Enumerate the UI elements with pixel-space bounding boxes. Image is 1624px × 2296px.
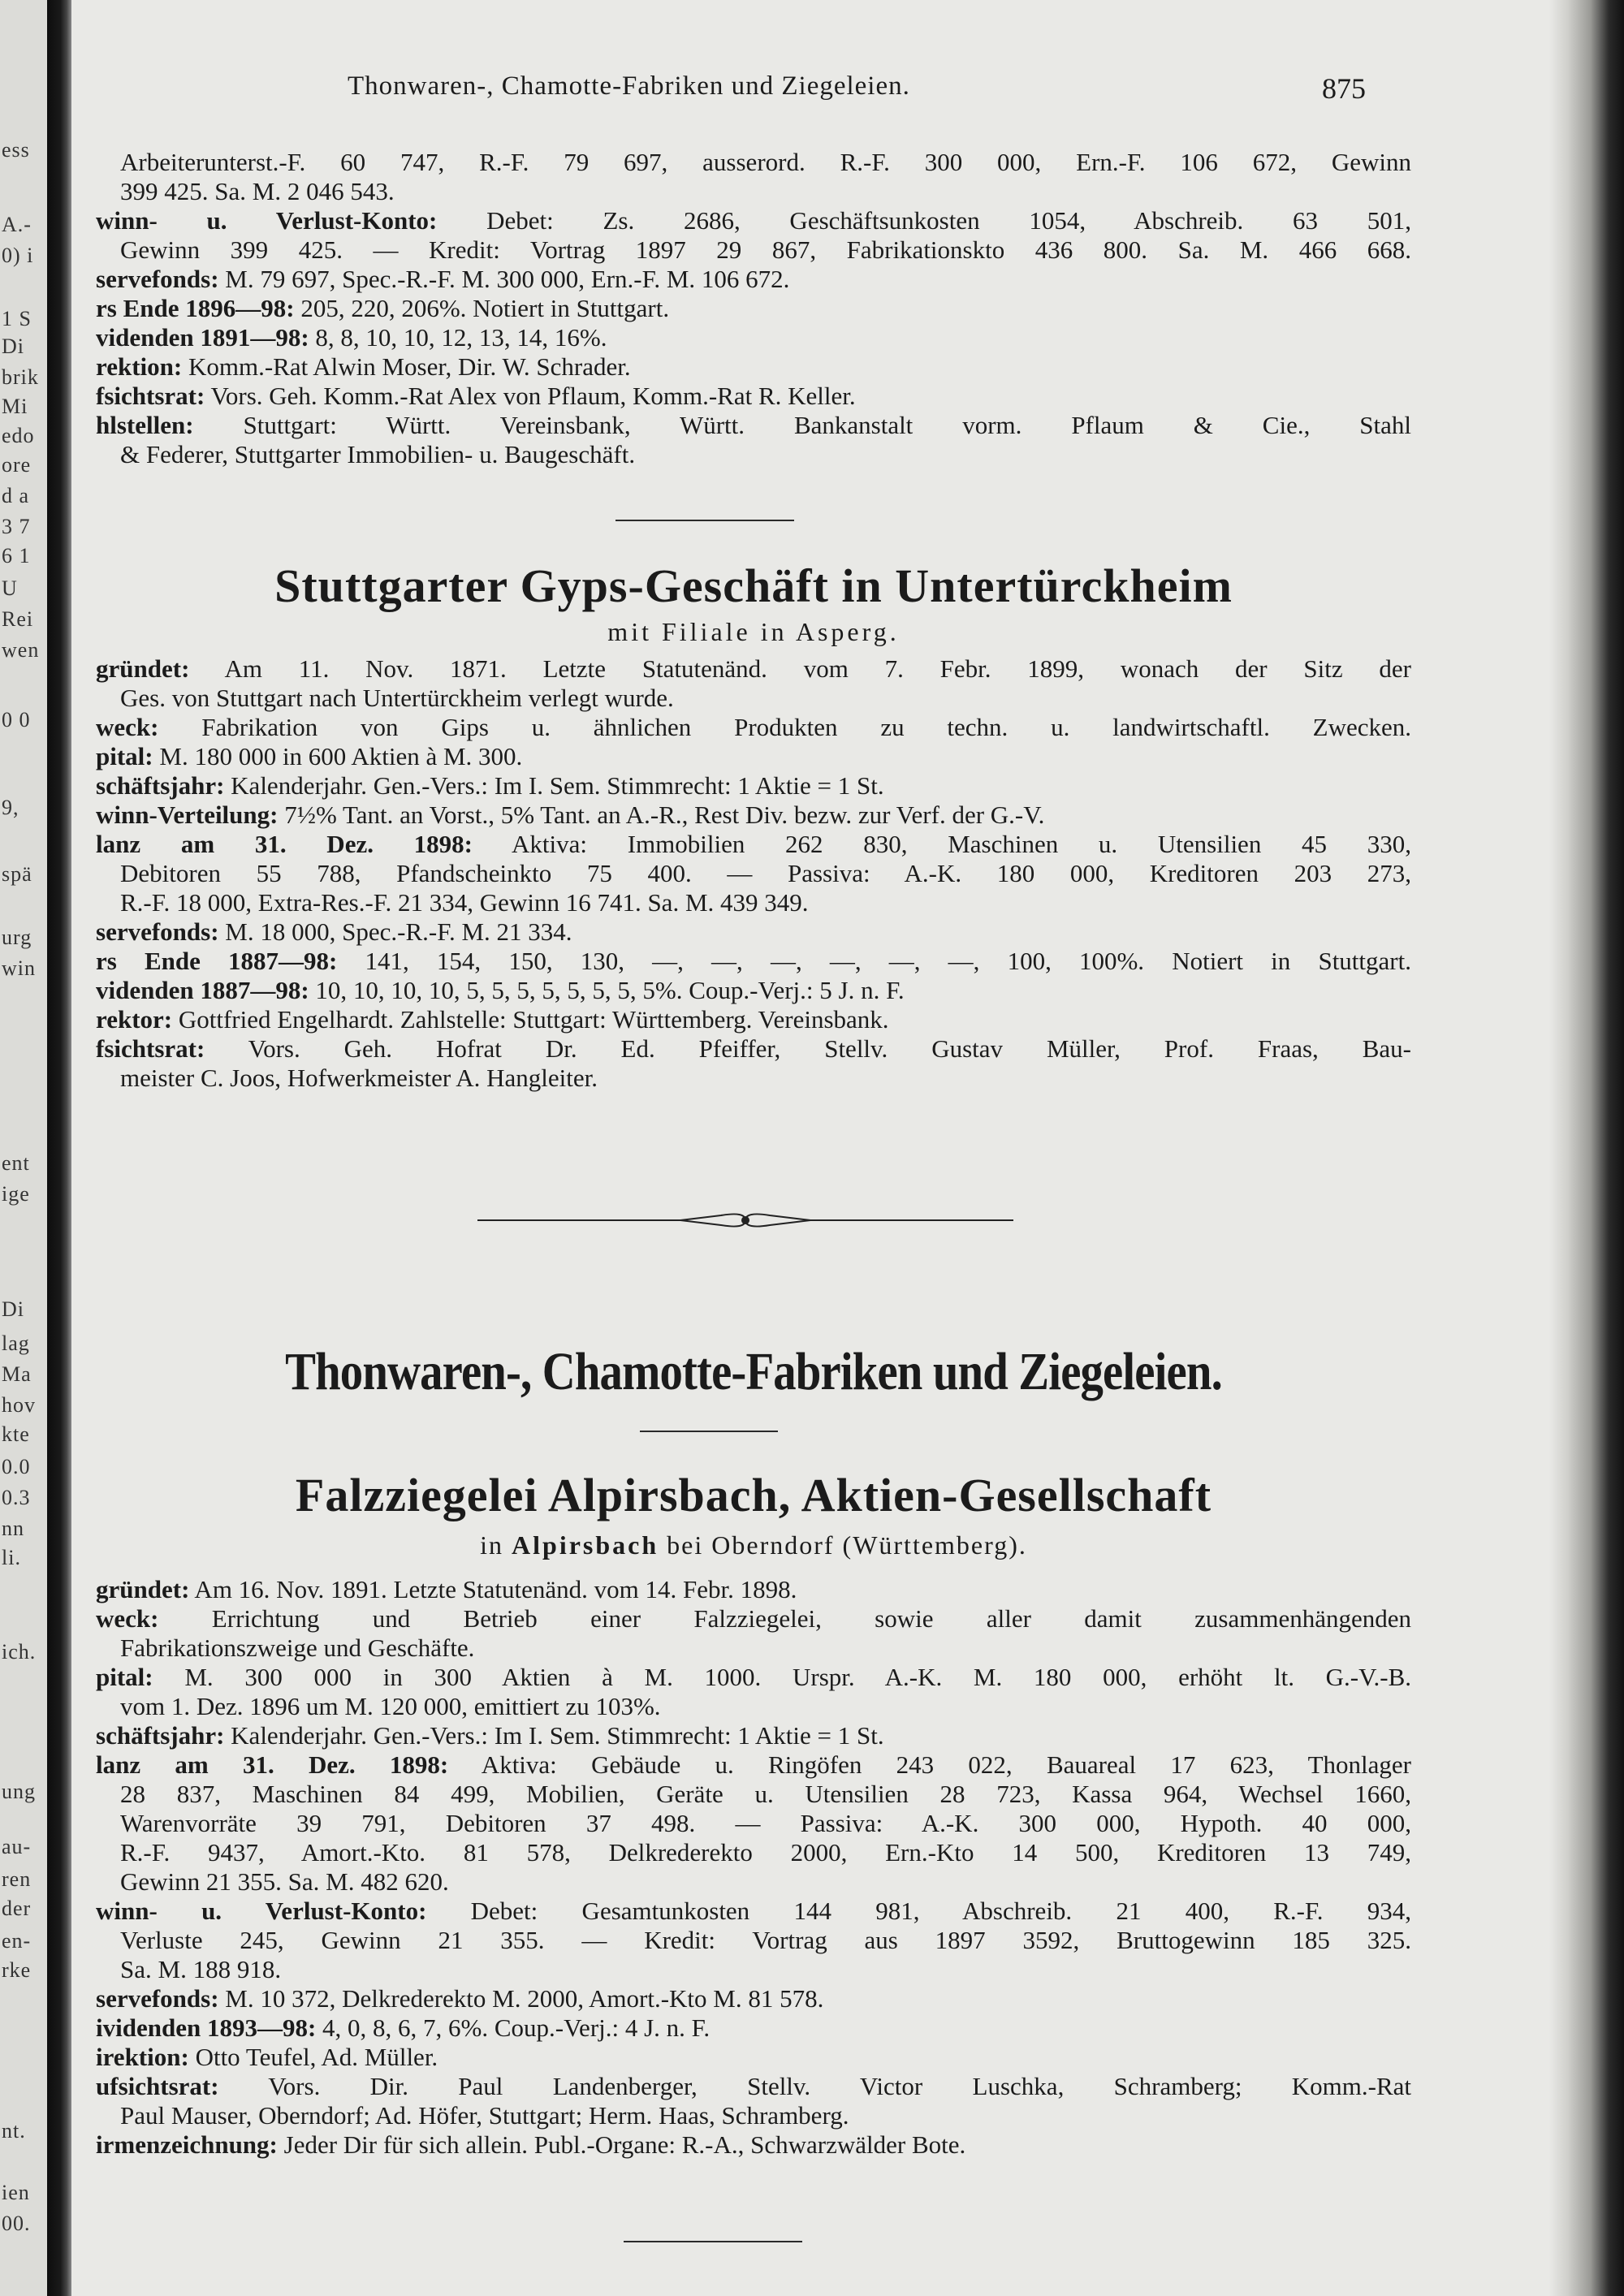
field-label: irektion:	[96, 2043, 189, 2071]
margin-fragment: 3 7	[2, 515, 31, 538]
entry-continuation-line	[96, 1780, 1411, 1809]
field-label: ufsichtsrat:	[96, 2072, 219, 2100]
margin-fragment: 0.0	[2, 1455, 31, 1478]
margin-fragment: ess	[2, 138, 30, 162]
field-label: videnden 1887—98:	[96, 976, 309, 1004]
field-text: Fabrikationszweige und Geschäfte.	[120, 1634, 475, 1662]
field-text: Sa. M. 188 918.	[120, 1955, 282, 1983]
field-text: Debet: Gesamtunkosten 144 981, Abschreib. 21 400, R.-F. 934,	[426, 1897, 1411, 1925]
entry-field-line	[96, 917, 1411, 947]
entry-field-line	[96, 976, 1411, 1005]
entry-field-line	[96, 206, 1411, 235]
field-label: pital:	[96, 742, 153, 770]
entry-title: Stuttgarter Gyps-Geschäft in Untertürckheim	[274, 559, 1233, 612]
entry-field-line	[96, 411, 1411, 440]
field-label: ividenden 1893—98:	[96, 2013, 317, 2042]
field-label: schäftsjahr:	[96, 1721, 225, 1750]
field-label: rs Ende 1887—98:	[96, 947, 338, 975]
margin-fragment: rke	[2, 1958, 32, 1982]
entry-field-line	[96, 352, 1411, 382]
field-label: weck:	[96, 1604, 159, 1633]
margin-fragment: ent	[2, 1151, 30, 1175]
margin-fragment: ige	[2, 1182, 30, 1206]
margin-fragment: U	[2, 576, 18, 600]
entry-body-gyps	[96, 654, 1411, 1093]
field-text: Gewinn 399 425. — Kredit: Vortrag 1897 29 867, Fabrikationskto 436 800. Sa. M. 466 668.	[120, 235, 1411, 264]
field-text: 8, 8, 10, 10, 12, 13, 14, 16%.	[309, 323, 607, 352]
subtitle-suffix: bei Oberndorf (Württemberg).	[659, 1530, 1027, 1560]
field-label: servefonds:	[96, 917, 219, 946]
field-label: winn- u. Verlust-Konto:	[96, 206, 438, 235]
subtitle-place: Alpirsbach	[512, 1530, 659, 1560]
entry-field-line	[96, 2072, 1411, 2101]
entry-continuation-line	[96, 1064, 1411, 1093]
entry-field-line	[96, 323, 1411, 352]
field-text: Arbeiterunterst.-F. 60 747, R.-F. 79 697, ausserord. R.-F. 300 000, Ern.-F. 106 672, Gewinn	[120, 148, 1411, 176]
field-text: Ges. von Stuttgart nach Untertürckheim verlegt wurde.	[120, 684, 674, 712]
margin-fragment: hov	[2, 1393, 36, 1417]
field-text: Vors. Dir. Paul Landenberger, Stellv. Victor Luschka, Schramberg; Komm.-Rat	[218, 2072, 1411, 2100]
entry-field-line	[96, 830, 1411, 859]
field-text: Vors. Geh. Hofrat Dr. Ed. Pfeiffer, Stellv. Gustav Müller, Prof. Fraas, Bau-	[205, 1034, 1411, 1063]
margin-fragment: spä	[2, 862, 32, 886]
running-header: Thonwaren-, Chamotte-Fabriken und Ziegeleien.	[348, 71, 910, 101]
field-text: Fabrikation von Gips u. ähnlichen Produkten zu techn. u. landwirtschaftl. Zwecken.	[158, 713, 1411, 741]
margin-fragment: edo	[2, 424, 35, 447]
margin-fragment: 9,	[2, 796, 19, 819]
section-heading: Thonwaren-, Chamotte-Fabriken und Ziegeleien.	[285, 1342, 1222, 1401]
field-label: lanz am 31. Dez. 1898:	[96, 830, 473, 858]
field-text: Jeder Dir für sich allein. Publ.-Organe: R.-A., Schwarzwälder Bote.	[277, 2130, 966, 2159]
separator-rule	[615, 520, 794, 521]
field-text: 7½% Tant. an Vorst., 5% Tant. an A.-R., Rest Div. bezw. zur Verf. der G.-V.	[278, 801, 1045, 829]
entry-field-line	[96, 1897, 1411, 1926]
margin-fragment: 1 S	[2, 307, 32, 330]
field-text: 399 425. Sa. M. 2 046 543.	[120, 177, 395, 205]
field-text: Verluste 245, Gewinn 21 355. — Kredit: Vortrag aus 1897 3592, Bruttogewinn 185 325.	[120, 1926, 1411, 1954]
field-text: Kalenderjahr. Gen.-Vers.: Im I. Sem. Stimmrecht: 1 Aktie = 1 St.	[224, 771, 884, 800]
field-text: Komm.-Rat Alwin Moser, Dir. W. Schrader.	[182, 352, 631, 381]
entry-field-line	[96, 654, 1411, 684]
margin-fragment: A.-	[2, 213, 32, 236]
entry-title: Falzziegelei Alpirsbach, Aktien-Gesellschaft	[295, 1469, 1212, 1521]
entry-continuation-line	[96, 1634, 1411, 1663]
field-label: lanz am 31. Dez. 1898:	[96, 1750, 449, 1779]
margin-fragment: der	[2, 1897, 32, 1920]
entry-continuation-line	[96, 859, 1411, 888]
entry-field-line	[96, 1604, 1411, 1634]
entry-field-line	[96, 801, 1411, 830]
margin-fragment: 0.3	[2, 1486, 31, 1509]
field-text: Warenvorräte 39 791, Debitoren 37 498. — Passiva: A.-K. 300 000, Hypoth. 40 000,	[120, 1809, 1411, 1837]
margin-fragment: Mi	[2, 395, 28, 418]
field-text: Paul Mauser, Oberndorf; Ad. Höfer, Stuttgart; Herm. Haas, Schramberg.	[120, 2101, 849, 2130]
entry-continuation-line	[96, 888, 1411, 917]
entry-field-line	[96, 771, 1411, 801]
entry-field-line	[96, 1721, 1411, 1750]
field-text: Gottfried Engelhardt. Zahlstelle: Stuttgart: Württemberg. Vereinsbank.	[172, 1005, 889, 1034]
entry-continuation-line	[96, 235, 1411, 265]
entry-field-line	[96, 1034, 1411, 1064]
field-text: Otto Teufel, Ad. Müller.	[188, 2043, 438, 2071]
field-text: Debet: Zs. 2686, Geschäftsunkosten 1054, Abschreib. 63 501,	[437, 206, 1411, 235]
field-text: Stuttgart: Württ. Vereinsbank, Württ. Bankanstalt vorm. Pflaum & Cie., Stahl	[193, 411, 1411, 439]
field-text: M. 18 000, Spec.-R.-F. M. 21 334.	[218, 917, 572, 946]
entry-field-line	[96, 382, 1411, 411]
entry-field-line	[96, 2013, 1411, 2043]
field-label: schäftsjahr:	[96, 771, 225, 800]
field-text: M. 10 372, Delkrederekto M. 2000, Amort.-Kto M. 81 578.	[218, 1984, 824, 2013]
field-text: meister C. Joos, Hofwerkmeister A. Hangleiter.	[120, 1064, 598, 1092]
field-label: hlstellen:	[96, 411, 194, 439]
field-label: gründet:	[96, 654, 190, 683]
entry-field-line	[96, 742, 1411, 771]
field-text: Vors. Geh. Komm.-Rat Alex von Pflaum, Komm.-Rat R. Keller.	[205, 382, 856, 410]
entry-field-line	[96, 294, 1411, 323]
field-label: pital:	[96, 1663, 153, 1691]
field-text: Gewinn 21 355. Sa. M. 482 620.	[120, 1867, 449, 1896]
entry-continuation-line	[96, 1926, 1411, 1955]
field-text: M. 300 000 in 300 Aktien à M. 1000. Urspr. A.-K. M. 180 000, erhöht lt. G.-V.-B.	[153, 1663, 1411, 1691]
entry-continuation-line	[96, 177, 1411, 206]
entry-subtitle: mit Filiale in Asperg.	[607, 617, 900, 646]
field-label: fsichtsrat:	[96, 1034, 205, 1063]
field-text: 4, 0, 8, 6, 7, 6%. Coup.-Verj.: 4 J. n. F.	[316, 2013, 710, 2042]
entry-field-line	[96, 1984, 1411, 2013]
margin-fragment: 00.	[2, 2212, 31, 2235]
field-text: Debitoren 55 788, Pfandscheinkto 75 400. — Passiva: A.-K. 180 000, Kreditoren 203 273,	[120, 859, 1411, 887]
entry-subtitle	[96, 1530, 1411, 1560]
field-text: Am 16. Nov. 1891. Letzte Statutenänd. vom 14. Febr. 1898.	[189, 1575, 797, 1603]
neighbouring-page-bleed	[0, 0, 47, 2296]
margin-fragment: ung	[2, 1780, 36, 1803]
field-label: gründet:	[96, 1575, 190, 1603]
margin-fragment: kte	[2, 1422, 30, 1446]
field-label: weck:	[96, 713, 159, 741]
entry-field-line	[96, 2130, 1411, 2160]
field-label: servefonds:	[96, 265, 219, 293]
entry-field-line	[96, 2043, 1411, 2072]
separator-rule	[624, 2241, 802, 2242]
margin-fragment: nt.	[2, 2119, 26, 2143]
margin-fragment: li.	[2, 1546, 21, 1569]
subtitle-prefix: in	[480, 1530, 512, 1560]
field-label: rs Ende 1896—98:	[96, 294, 295, 322]
field-text: Kalenderjahr. Gen.-Vers.: Im I. Sem. Stimmrecht: 1 Aktie = 1 St.	[224, 1721, 884, 1750]
entry-body-falzziegelei	[96, 1575, 1411, 2160]
field-label: rektion:	[96, 352, 183, 381]
field-text: & Federer, Stuttgarter Immobilien- u. Baugeschäft.	[120, 440, 636, 468]
field-text: R.-F. 9437, Amort.-Kto. 81 578, Delkrederekto 2000, Ern.-Kto 14 500, Kreditoren 13 749,	[120, 1838, 1411, 1867]
field-text: 205, 220, 206%. Notiert in Stuttgart.	[294, 294, 670, 322]
field-label: rektor:	[96, 1005, 173, 1034]
field-text: Am 11. Nov. 1871. Letzte Statutenänd. vom 7. Febr. 1899, wonach der Sitz der	[189, 654, 1411, 683]
entry-continuation-line	[96, 1838, 1411, 1867]
separator-rule	[640, 1431, 778, 1432]
ornamental-divider	[477, 1211, 1013, 1229]
field-text: Aktiva: Gebäude u. Ringöfen 243 022, Bauareal 17 623, Thonlager	[448, 1750, 1411, 1779]
field-text: vom 1. Dez. 1896 um M. 120 000, emittiert zu 103%.	[120, 1692, 661, 1720]
margin-fragment: en-	[2, 1929, 32, 1953]
entry-field-line	[96, 265, 1411, 294]
document-page	[71, 0, 1549, 2296]
field-text: 10, 10, 10, 10, 5, 5, 5, 5, 5, 5, 5, 5%. Coup.-Verj.: 5 J. n. F.	[309, 976, 905, 1004]
field-label: winn- u. Verlust-Konto:	[96, 1897, 427, 1925]
field-text: R.-F. 18 000, Extra-Res.-F. 21 334, Gewinn 16 741. Sa. M. 439 349.	[120, 888, 809, 917]
entry-field-line	[96, 713, 1411, 742]
margin-fragment: nn	[2, 1517, 24, 1540]
margin-fragment: Di	[2, 1297, 24, 1321]
field-label: fsichtsrat:	[96, 382, 205, 410]
field-text: Errichtung und Betrieb einer Falzziegelei, sowie aller damit zusammenhängenden	[158, 1604, 1411, 1633]
margin-fragment: ore	[2, 453, 32, 477]
entry-continuation-line	[96, 1692, 1411, 1721]
continued-entry	[96, 148, 1411, 469]
field-text: M. 79 697, Spec.-R.-F. M. 300 000, Ern.-F. M. 106 672.	[218, 265, 790, 293]
margin-fragment: brik	[2, 365, 39, 389]
entry-field-line	[96, 1663, 1411, 1692]
margin-fragment: Di	[2, 334, 24, 358]
entry-continuation-line	[96, 440, 1411, 469]
margin-fragment: ren	[2, 1867, 32, 1891]
entry-continuation-line	[96, 684, 1411, 713]
entry-continuation-line	[96, 1955, 1411, 1984]
margin-fragment: ich.	[2, 1640, 37, 1664]
margin-fragment: Ma	[2, 1362, 32, 1386]
field-label: videnden 1891—98:	[96, 323, 309, 352]
margin-fragment: 0 0	[2, 708, 31, 732]
entry-field-line	[96, 1005, 1411, 1034]
margin-fragment: lag	[2, 1331, 30, 1355]
margin-fragment: d a	[2, 484, 30, 507]
page-edge-shadow	[1549, 0, 1624, 2296]
field-label: servefonds:	[96, 1984, 219, 2013]
entry-continuation-line	[96, 1867, 1411, 1897]
margin-fragment: Rei	[2, 607, 34, 631]
margin-fragment: wen	[2, 638, 40, 662]
field-text: M. 180 000 in 600 Aktien à M. 300.	[153, 742, 523, 770]
margin-fragment: win	[2, 956, 36, 980]
field-text: 28 837, Maschinen 84 499, Mobilien, Geräte u. Utensilien 28 723, Kassa 964, Wechsel 1660,	[120, 1780, 1411, 1808]
entry-field-line	[96, 1575, 1411, 1604]
margin-fragment: 6 1	[2, 544, 31, 568]
margin-fragment: 0) i	[2, 244, 34, 267]
entry-continuation-line	[96, 148, 1411, 177]
margin-fragment: au-	[2, 1835, 32, 1858]
field-label: irmenzeichnung:	[96, 2130, 278, 2159]
entry-continuation-line	[96, 1809, 1411, 1838]
page-number: 875	[1322, 72, 1366, 105]
field-text: Aktiva: Immobilien 262 830, Maschinen u. Utensilien 45 330,	[473, 830, 1411, 858]
entry-field-line	[96, 947, 1411, 976]
book-gutter	[47, 0, 71, 2296]
field-label: winn-Verteilung:	[96, 801, 279, 829]
entry-field-line	[96, 1750, 1411, 1780]
margin-fragment: ien	[2, 2181, 30, 2204]
margin-fragment: urg	[2, 926, 32, 949]
field-text: 141, 154, 150, 130, —, —, —, —, —, —, 100, 100%. Notiert in Stuttgart.	[337, 947, 1411, 975]
entry-continuation-line	[96, 2101, 1411, 2130]
